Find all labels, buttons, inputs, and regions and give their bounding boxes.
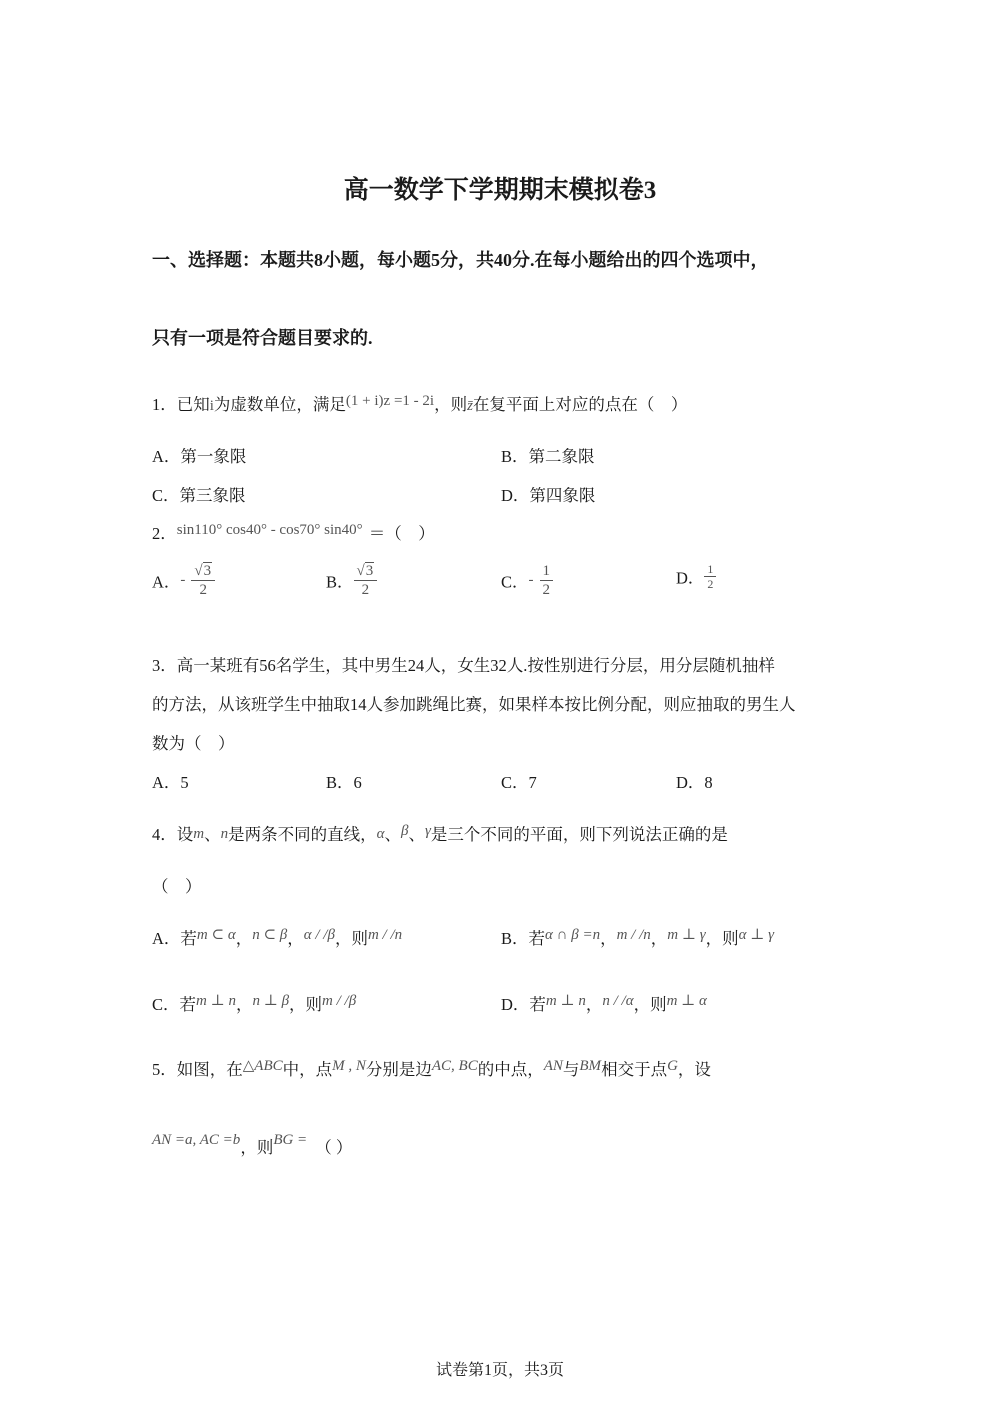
q3-option-d[interactable]: D．8 bbox=[676, 773, 713, 792]
q1-option-d[interactable]: D．第四象限 bbox=[501, 486, 596, 505]
q3-option-a[interactable]: A．5 bbox=[152, 773, 189, 792]
q1-equation: (1 + i)z =1 - 2i bbox=[345, 393, 435, 409]
q4-option-d[interactable]: D．若m ⊥ n，n / /α，则m ⊥ α bbox=[501, 993, 707, 1014]
minus-sign: - bbox=[528, 572, 534, 588]
imaginary-unit: i bbox=[209, 398, 214, 414]
question-3-line3: 数为（ ） bbox=[152, 734, 235, 753]
q2-option-a[interactable]: A．- $\frac{√3}{2}$ bbox=[152, 562, 215, 599]
q2-option-d[interactable]: D． $\frac{1}{2}$ bbox=[676, 562, 716, 591]
q1-option-a[interactable]: A．第一象限 bbox=[152, 447, 247, 466]
q3-option-b[interactable]: B．6 bbox=[326, 773, 362, 792]
section-heading-line1: 一、选择题：本题共8小题，每小题5分，共40分.在每小题给出的四个选项中， bbox=[152, 250, 769, 270]
fraction: $\frac{1}{2}$ bbox=[704, 562, 716, 591]
q3-option-c[interactable]: C．7 bbox=[501, 773, 537, 792]
q4-option-c[interactable]: C．若m ⊥ n，n ⊥ β，则m / /β bbox=[152, 993, 357, 1014]
fraction: $\frac{√3}{2}$ bbox=[354, 562, 378, 599]
page-title: 高一数学下学期期末模拟卷3 bbox=[343, 177, 657, 204]
question-5: 5．如图，在△ABC中，点M , N分别是边AC, BC的中点，AN与BM相交于点G，设 bbox=[152, 1058, 711, 1079]
q2-option-b[interactable]: B． $\frac{√3}{2}$ bbox=[326, 562, 377, 599]
z-conjugate: z̄ bbox=[467, 398, 473, 414]
question-3-line1: 3．高一某班有56名学生，其中男生24人，女生32人.按性别进行分层，用分层随机抽样 bbox=[152, 656, 775, 675]
fraction: $\frac{1}{2}$ bbox=[540, 562, 554, 599]
question-1: 1．已知i为虚数单位，满足(1 + i)z =1 - 2i，则z̄在复平面上对应的点在（ ） bbox=[152, 393, 688, 414]
page-footer: 试卷第1页，共3页 bbox=[435, 1362, 564, 1379]
question-4-paren: （ ） bbox=[152, 877, 202, 896]
question-3-line2: 的方法，从该班学生中抽取14人参加跳绳比赛，如果样本按比例分配，则应抽取的男生人 bbox=[152, 695, 796, 714]
fraction: $\frac{√3}{2}$ bbox=[191, 562, 215, 599]
q2-option-c[interactable]: C．- $\frac{1}{2}$ bbox=[501, 562, 553, 599]
q1-option-c[interactable]: C．第三象限 bbox=[152, 486, 246, 505]
vector-condition: AN =a, AC =b bbox=[152, 1132, 241, 1148]
q4-option-b[interactable]: B．若α ∩ β =n，m / /n，m ⊥ γ，则α ⊥ γ bbox=[501, 927, 774, 948]
vector-bg: BG = bbox=[273, 1132, 308, 1148]
q1-option-b[interactable]: B．第二象限 bbox=[501, 447, 595, 466]
question-5-line2: AN =a, AC =b，则BG = （ ） bbox=[152, 1132, 353, 1157]
minus-sign: - bbox=[180, 572, 186, 588]
question-4: 4．设m、n是两条不同的直线，α、β、γ是三个不同的平面，则下列说法正确的是 bbox=[152, 823, 728, 844]
q2-expression: sin110° cos40° - cos70° sin40° bbox=[176, 522, 363, 538]
question-2: 2．sin110° cos40° - cos70° sin40° ＝（ ） bbox=[152, 522, 435, 543]
q4-option-a[interactable]: A．若m ⊂ α，n ⊂ β，α / /β，则m / /n bbox=[152, 927, 403, 948]
section-heading-line2: 只有一项是符合题目要求的. bbox=[152, 328, 373, 348]
